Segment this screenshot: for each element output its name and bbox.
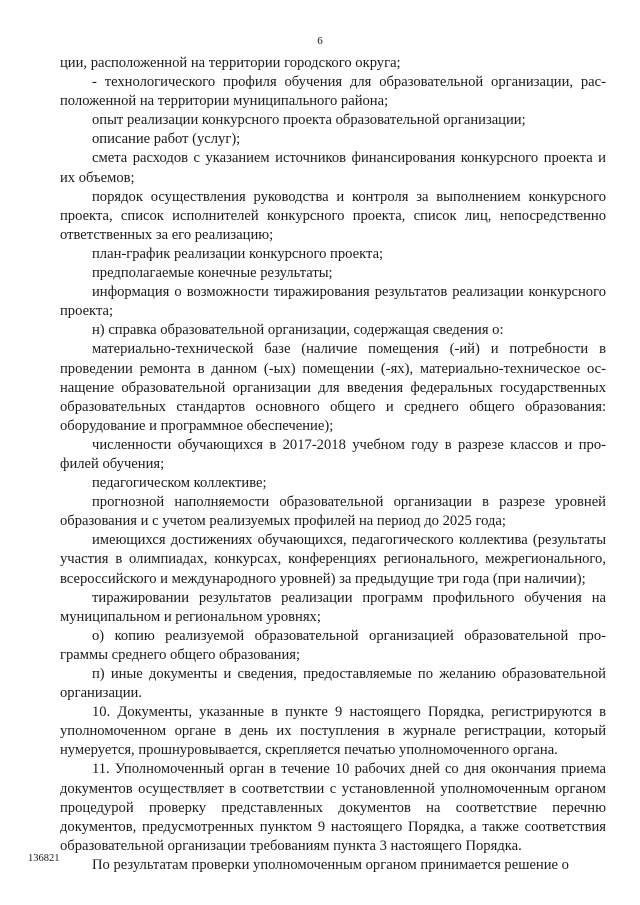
paragraph: - технологического профиля обучения для образовательной организации, расположенной на территории муниципального района;: [60, 74, 606, 110]
paragraph: имеющихся достижениях обучающихся, педагогического коллектива (результаты участия в олимпиадах, конкурсах, конференциях регионального, межрегионального, всероссийского и международного уровней) за предыдущие три года (при наличии);: [60, 532, 606, 587]
paragraph: опыт реализации конкурсного проекта образовательной организации;: [92, 112, 526, 129]
paragraph: порядок осуществления руководства и контроля за выполнением конкурсного проекта, список исполнителей конкурсного проекта, список лиц, непосредственно ответственных за его реализацию;: [60, 188, 606, 243]
paragraph: материально-технической базе (наличие помещения (-ий) и потребности в проведении ремонта в данном (-ых) помещении (-ях), материально-техническое оснащение образовательной организации для введения федеральных государственных образовательных стандартов основного общего и среднего общего образования: оборудование и программное обеспечение);: [60, 341, 606, 434]
paragraph: численности обучающихся в 2017-2018 учебном году в разрезе классов и профилей обучения;: [60, 436, 606, 472]
paragraph: прогнозной наполняемости образовательной организации в разрезе уровней образования и с учетом реализуемых профилей на период до 2025 года;: [60, 494, 606, 530]
document-code: 136821: [28, 853, 60, 864]
paragraph: По результатам проверки уполномоченным органом принимается решение о: [92, 856, 569, 873]
paragraph: п) иные документы и сведения, предоставляемые по желанию образовательной организации.: [60, 666, 606, 702]
paragraph: педагогическом коллективе;: [92, 475, 267, 492]
paragraph: план-график реализации конкурсного проекта;: [92, 245, 384, 262]
paragraph: о) копию реализуемой образовательной организацией образовательной программы среднего общего образования;: [60, 627, 606, 663]
paragraph: 11. Уполномоченный орган в течение 10 рабочих дней со дня окончания приема документов осуществляет в соответствии с установленной уполномоченным органом процедурой проверку представленных документов на соответствие перечню документов, предусмотренных пунктом 9 настоящего Порядка, а также соответствия образовательной организации требованиям пункта 3 настоящего Порядка.: [60, 761, 606, 854]
paragraph: смета расходов с указанием источников финансирования конкурсного проекта и их объемов;: [60, 150, 606, 186]
paragraph: предполагаемые конечные результаты;: [92, 265, 333, 282]
document-body: [60, 54, 606, 875]
paragraph: информация о возможности тиражирования результатов реализации конкурсного проекта;: [60, 284, 606, 320]
paragraph: н) справка образовательной организации, содержащая сведения о:: [92, 322, 504, 339]
paragraph: 10. Документы, указанные в пункте 9 настоящего Порядка, регистрируются в уполномоченном органе в день их поступления в журнале регистрации, который нумеруется, прошнуровывается, скрепляется печатью уполномоченного органа.: [60, 704, 606, 759]
paragraph: тиражировании результатов реализации программ профильного обучения на муниципальном и региональном уровнях;: [60, 589, 606, 625]
page-number: 6: [317, 35, 323, 47]
paragraph: ции, расположенной на территории городского округа;: [60, 55, 401, 71]
paragraph: описание работ (услуг);: [92, 131, 241, 148]
